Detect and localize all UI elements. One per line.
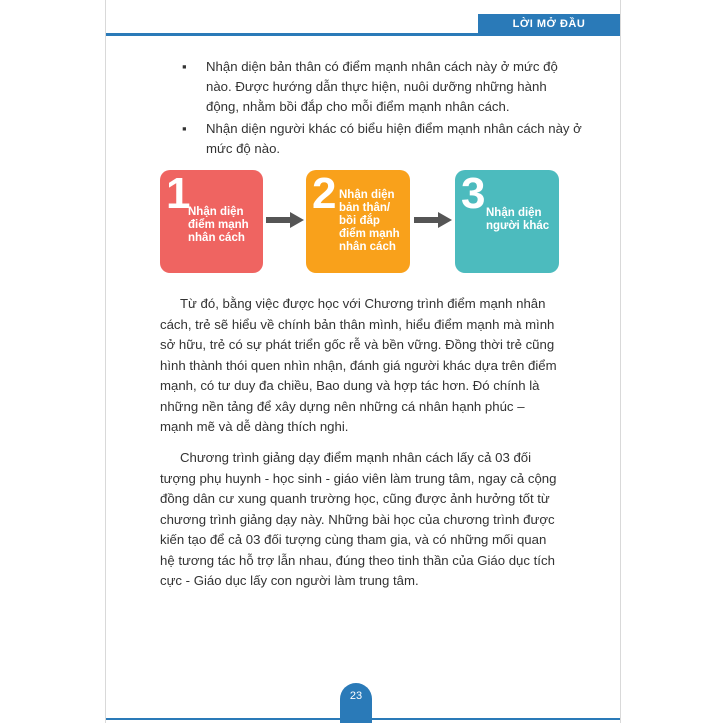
step-number: 3 [461,169,486,218]
bullet-marker: ▪ [182,59,187,74]
step-number: 2 [312,169,337,218]
bullet-text: Nhận diện bản thân có điểm mạnh nhân cách này ở mức độ nào. Được hướng dẫn thực hiện, nuôi dưỡng những hành động, nhằm bồi đắp cho mỗi điểm mạnh nhân cách. [206,59,558,114]
step-label: Nhận diện điểm mạnh nhân cách [188,206,249,244]
step-number: 1 [166,169,191,218]
bullet-marker: ▪ [182,121,187,136]
bullet-list [182,57,582,161]
header-rule [106,33,620,36]
right-arrow-icon [414,212,452,228]
left-page-edge [105,0,106,723]
step-box-1 [160,170,263,273]
page-number: 23 [340,683,372,723]
bullet-text: Nhận diện người khác có biểu hiện điểm mạnh nhân cách này ở mức độ nào. [206,121,582,156]
step-label: Nhận diện bản thân/ bồi đắp điểm mạnh nhân cách [339,189,400,253]
right-arrow-icon [266,212,304,228]
chapter-title: LỜI MỞ ĐẦU [478,14,620,33]
bullet-item [182,119,582,159]
step-box-2 [306,170,410,273]
step-label: Nhận diện người khác [486,207,550,232]
step-box-3 [455,170,559,273]
body-paragraph: Chương trình giảng dạy điểm mạnh nhân cách lấy cả 03 đối tượng phụ huynh - học sinh - giáo viên làm trung tâm, ngay cả cộng đồng dân cư xung quanh trường học, cũng được ảnh hưởng tốt từ chương trình giảng dạy này. Những bài học của chương trình được kiến tạo để cả 03 đối tượng cùng tham gia, và có những mối quan hệ tương tác hỗ trợ lẫn nhau, đúng theo tinh thần của Giáo dục tích cực - Giáo dục lấy con người làm trung tâm. [160,450,557,588]
bullet-item [182,57,582,117]
footer-rule [106,718,620,720]
body-paragraph: Từ đó, bằng việc được học với Chương trình điểm mạnh nhân cách, trẻ sẽ hiểu về chính bản thân mình, hiểu điểm mạnh mà mình sở hữu, trẻ có sự phát triển gốc rễ và bền vững. Đồng thời trẻ cũng hình thành thói quen nhìn nhận, đánh giá người khác dựa trên điểm mạnh, có tư duy đa chiều, Bao dung và hợp tác hơn. Đó chính là những nền tảng để xây dựng nên những cá nhân hạnh phúc – mạnh mẽ và dễ dàng thích nghi. [160,296,557,434]
right-page-edge [620,0,621,723]
